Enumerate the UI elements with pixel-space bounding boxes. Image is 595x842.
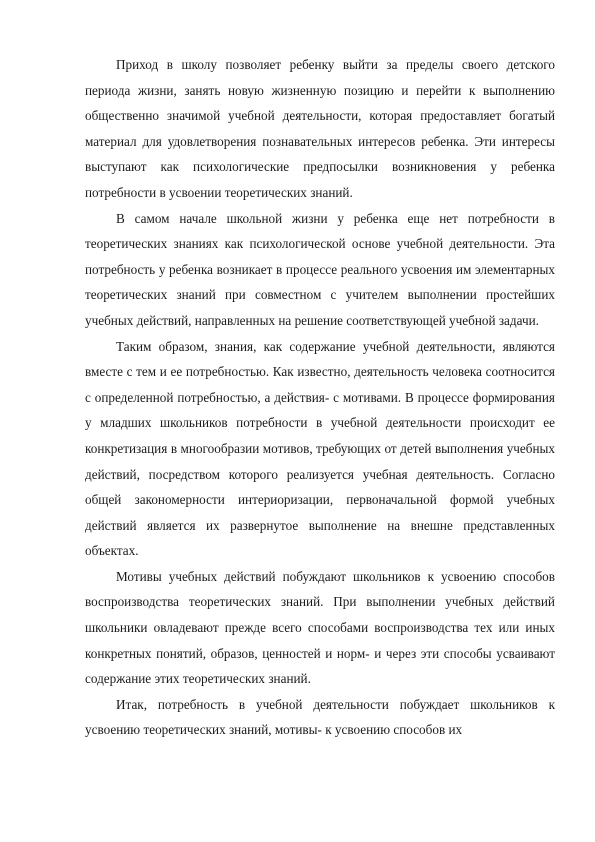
paragraph-1: Приход в школу позволяет ребенку выйти за пределы своего детского периода жизни, занять новую жизненную позицию и перейти к выполнению общественно значимой учебной деятельности, которая предоставляет богатый материал для удовлетворения познавательных интересов ребенка. Эти интересы выступают как психологические предпосылки возникновения у ребенка потребности в усвоении теоретических знаний. <box>85 57 555 200</box>
paragraph-4: Мотивы учебных действий побуждают школьников к усвоению способов воспроизводства теоретических знаний. При выполнении учебных действий школьники овладевают прежде всего способами воспроизводства тех или иных конкретных понятий, образов, ценностей и норм- и через эти способы усваивают содержание этих теоретических знаний. <box>85 568 555 687</box>
document-body <box>85 52 555 743</box>
paragraph-3: Таким образом, знания, как содержание учебной деятельности, являются вместе с тем и ее потребностью. Как известно, деятельность человека соотносится с определенной потребностью, а действия- с мотивами. В процессе формирования у младших школьников потребности в учебной деятельности происходит ее конкретизация в многообразии мотивов, требующих от детей выполнения учебных действий, посредством которого реализуется учебная деятельность. Согласно общей закономерности интериоризации, первоначальной формой учебных действий является их развернутое выполнение на внешне представленных объектах. <box>85 338 555 559</box>
paragraph-2: В самом начале школьной жизни у ребенка еще нет потребности в теоретических знаниях как психологической основе учебной деятельности. Эта потребность у ребенка возникает в процессе реального усвоения им элементарных теоретических знаний при совместном с учителем выполнении простейших учебных действий, направленных на решение соответствующей учебной задачи. <box>85 210 555 328</box>
paragraph-5: Итак, потребность в учебной деятельности побуждает школьников к усвоению теоретических знаний, мотивы- к усвоению способов их <box>85 696 555 738</box>
